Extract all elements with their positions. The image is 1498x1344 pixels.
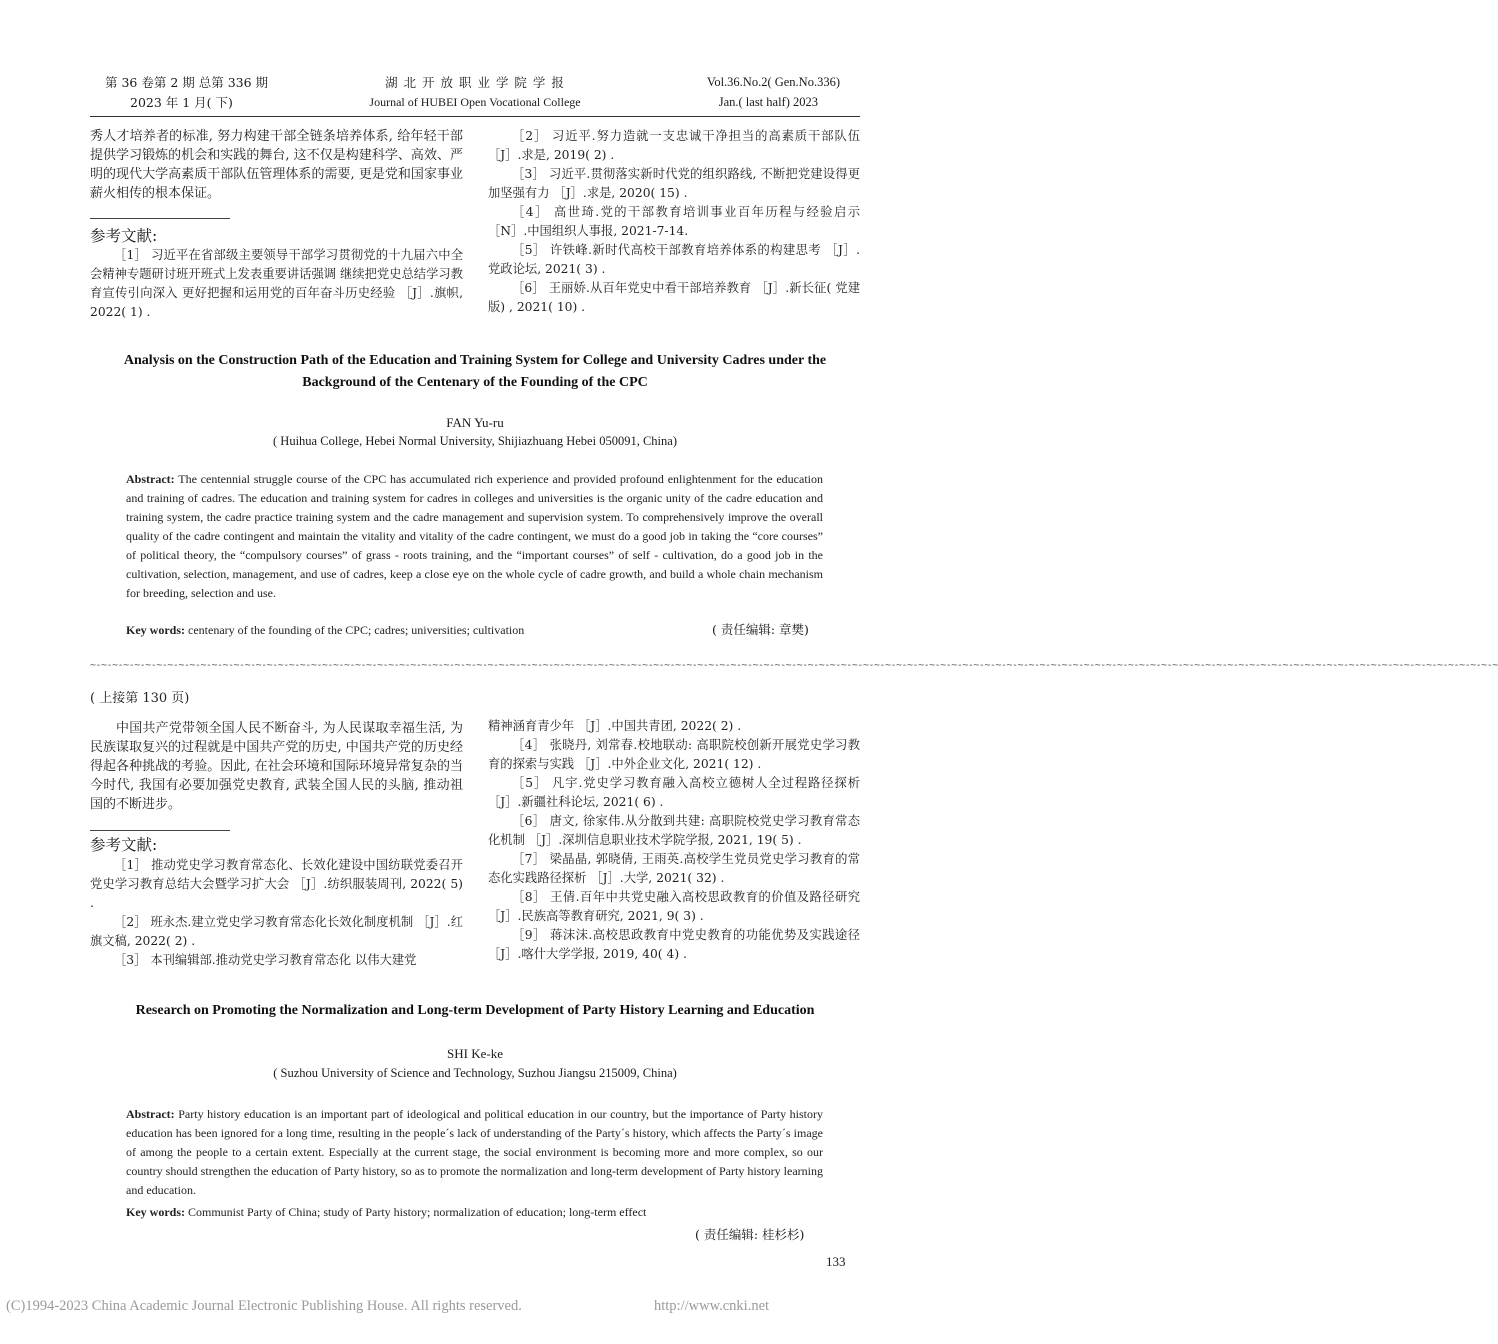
journal-title-en: Journal of HUBEI Open Vocational College — [369, 95, 581, 109]
abstract-text: Party history education is an important part of ideological and political education in our country, but the importance of Party history education has been ignored for a long time, resulting in the people´s lack of understanding of the Party´s history, which affects the Party´s image of among the people to a certain extent. Especially at the current stage, the social environment is becoming more and more complex, so our country should strengthen the education of Party history, so as to promote the normalization and long-term development of Party history learning and education. — [126, 1107, 824, 1197]
reference-item: ［2］ 班永杰.建立党史学习教育常态化长效化制度机制 ［J］.红旗文稿, 2022( 2) . — [90, 915, 463, 948]
abstract-label: Abstract: — [126, 472, 175, 486]
article1-ref-title: 参考文献: — [90, 227, 158, 245]
article1-abstract — [126, 470, 823, 603]
article2-refs-right — [488, 717, 860, 964]
footer-copyright: (C)1994-2023 China Academic Journal Electronic Publishing House. All rights reserved. — [6, 1298, 522, 1314]
article1-en-author: FAN Yu-ru — [446, 415, 504, 430]
reference-item: ［4］ 张晓丹, 刘常春.校地联动: 高职院校创新开展党史学习教育的探索与实践 ［J］.中外企业文化, 2021( 12) . — [488, 738, 860, 771]
abstract-text: The centennial struggle course of the CPC has accumulated rich experience and provided profound enlightenment for the education and training of cadres. The education and training system for cadres in colleges and universities is the organic unity of the cadre education and training system, the cadre practice training system and the cadre management and supervision system. To comprehensively improve the overall quality of the cadre contingent and maintain the vitality and vitality of the cadre contingent, we must do a good job in taking the “core courses” of political theory, the “compulsory courses” of grass - roots training, and the “important courses” of self - cultivation, do a good job in the cultivation, selection, management, and use of cadres, keep a close eye on the whole cycle of cadre growth, and build a whole chain mechanism for breeding, selection and use. — [126, 472, 823, 600]
article2-body: 中国共产党带领全国人民不断奋斗, 为人民谋取幸福生活, 为民族谋取复兴的过程就是中国共产党的历史, 中国共产党的历史经得起各种挑战的考验。因此, 在社会环境和国际环境异常复杂的当今时代, 我国有必要加强党史教育, 武装全国人民的头脑, 推动祖国的不断进步。 — [90, 721, 463, 812]
footer-url[interactable]: http://www.cnki.net — [654, 1298, 770, 1314]
header-rule — [90, 116, 860, 117]
article1-en-title: Analysis on the Construction Path of the Education and Training System for College and University Cadres under the Background of the Centenary of the Founding of the CPC — [123, 353, 827, 390]
reference-item: ［2］ 习近平.努力造就一支忠诚干净担当的高素质干部队伍 ［J］.求是, 2019( 2) . — [488, 129, 860, 162]
reference-item: ［1］ 习近平在省部级主要领导干部学习贯彻党的十九届六中全会精神专题研讨班开班式上发表重要讲话强调 继续把党史总结学习教育宣传引向深入 更好把握和运用党的百年奋斗历史经验 ［J］.旗帜, 2022( 1) . — [90, 248, 463, 319]
reference-item: ［5］ 凡宇.党史学习教育融入高校立德树人全过程路径探析 ［J］.新疆社科论坛, 2021( 6) . — [488, 776, 860, 809]
reference-item: ［3］ 习近平.贯彻落实新时代党的组织路线, 不断把党建设得更加坚强有力 ［J］.求是, 2020( 15) . — [488, 167, 860, 200]
article1-tail-text: 秀人才培养者的标准, 努力构建干部全链条培养体系, 给年轻干部提供学习锻炼的机会和实践的舞台, 这不仅是构建科学、高效、严明的现代大学高素质干部队伍管理体系的需要, 更是党和国家事业薪火相传的根本保证。 — [90, 129, 463, 201]
article1-keywords — [126, 621, 524, 639]
article2-keywords — [126, 1203, 646, 1221]
reference-item: 精神涵育青少年 ［J］.中国共青团, 2022( 2) . — [488, 719, 742, 733]
keywords-label: Key words: — [126, 1205, 185, 1219]
article1-en-affiliation: ( Huihua College, Hebei Normal University, Shijiazhuang Hebei 050091, China) — [273, 434, 677, 448]
reference-item: ［3］ 本刊编辑部.推动党史学习教育常态化 以伟大建党 — [114, 953, 417, 967]
date-cn: 2023 年 1 月( 下) — [130, 95, 233, 110]
article2-en-affiliation: ( Suzhou University of Science and Technology, Suzhou Jiangsu 215009, China) — [273, 1066, 677, 1080]
ref-divider — [90, 830, 230, 831]
article2-en-author: SHI Ke-ke — [447, 1046, 503, 1061]
journal-title-cn: 湖 北 开 放 职 业 学 院 学 报 — [385, 75, 565, 90]
keywords-text: Communist Party of China; study of Party history; normalization of education; long-term effect — [188, 1205, 647, 1219]
article2-ref-title: 参考文献: — [90, 836, 158, 854]
reference-item: ［6］ 唐文, 徐家伟.从分散到共建: 高职院校党史学习教育常态化机制 ［J］.深圳信息职业技术学院学报, 2021, 19( 5) . — [488, 814, 860, 847]
issue-cn: 第 36 卷第 2 期 总第 336 期 — [105, 75, 269, 90]
reference-item: ［8］ 王倩.百年中共党史融入高校思政教育的价值及路径研究 ［J］.民族高等教育研究, 2021, 9( 3) . — [488, 890, 860, 923]
reference-item: ［6］ 王丽娇.从百年党史中看干部培养教育 ［J］.新长征( 党建版) , 2021( 10) . — [488, 281, 860, 314]
ref-divider — [90, 218, 230, 219]
article2-en-title: Research on Promoting the Normalization and Long-term Development of Party History Learning and Education — [135, 1003, 815, 1018]
article1-refs-right — [488, 127, 860, 317]
article2-editor: ( 责任编辑: 桂杉杉) — [695, 1227, 805, 1242]
keywords-text: centenary of the founding of the CPC; cadres; universities; cultivation — [188, 623, 525, 637]
section-separator: ~-~-~-~-~-~-~-~-~-~-~-~-~-~-~-~-~-~-~-~-~-~-~-~-~-~-~-~-~-~-~-~-~-~-~-~-~-~-~-~-~-~-~-~-~-~-~-~-~-~-~-~-~-~-~-~-~-~-~-~-~-~-~-~-~-~-~-~-~-~-~-~-~-~-~-~-~-~-~-~-~-~-~-~-~-~-~-~-~-~-~-~-~-~-~-~-~-~-~-~-~-~-~-~-~-~-~-~-~-~-~-~-~-~-~-~-~-~-~-~-~-~-~-~-~-~-~-~ — [90, 660, 1498, 671]
keywords-label: Key words: — [126, 623, 185, 637]
reference-item: ［4］ 高世琦.党的干部教育培训事业百年历程与经验启示［N］.中国组织人事报, 2021-7-14. — [488, 205, 860, 238]
article2-abstract — [126, 1105, 823, 1200]
reference-item: ［7］ 梁晶晶, 郭晓倩, 王雨英.高校学生党员党史学习教育的常态化实践路径探析 ［J］.大学, 2021( 32) . — [488, 852, 860, 885]
article1-refs-left — [90, 246, 463, 322]
date-en: Jan.( last half) 2023 — [718, 95, 818, 109]
issue-en: Vol.36.No.2( Gen.No.336) — [706, 75, 840, 89]
reference-item: ［1］ 推动党史学习教育常态化、长效化建设中国纺联党委召开党史学习教育总结大会暨学习扩大会 ［J］.纺织服装周刊, 2022( 5) . — [90, 858, 463, 910]
article2-continued: ( 上接第 130 页) — [90, 691, 190, 706]
page-number: 133 — [826, 1254, 846, 1269]
article2-refs-left — [90, 856, 463, 970]
reference-item: ［5］ 许铁峰.新时代高校干部教育培养体系的构建思考 ［J］.党政论坛, 2021( 3) . — [488, 243, 860, 276]
abstract-label: Abstract: — [126, 1107, 175, 1121]
article1-editor: ( 责任编辑: 章樊) — [712, 622, 809, 637]
reference-item: ［9］ 蒋沫沫.高校思政教育中党史教育的功能优势及实践途径 ［J］.喀什大学学报, 2019, 40( 4) . — [488, 928, 860, 961]
